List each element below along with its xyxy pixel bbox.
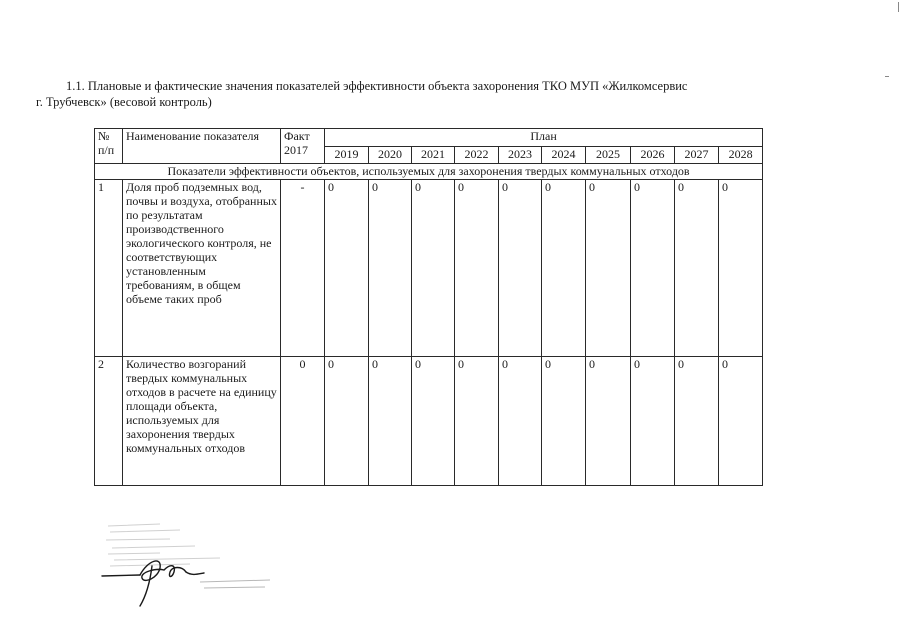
row-value: 0 <box>542 180 586 357</box>
row-value: 0 <box>455 357 499 486</box>
header-year: 2020 <box>369 147 412 164</box>
header-year: 2022 <box>455 147 499 164</box>
row-value: 0 <box>412 357 455 486</box>
header-year: 2026 <box>631 147 675 164</box>
scan-edge-mark <box>885 76 889 77</box>
row-value: 0 <box>369 180 412 357</box>
heading-line-1: 1.1. Плановые и фактические значения показателей эффективности объекта захоронения ТКО МУП «Жилкомсервис <box>66 79 688 93</box>
header-fact: Факт 2017 <box>281 129 325 164</box>
table-header-row <box>95 129 763 147</box>
row-name: Количество возгораний твердых коммунальных отходов в расчете на единицу площади объекта, используемых для захоронения твердых коммунальных отходов <box>123 357 281 486</box>
section-title-row <box>95 164 763 180</box>
signature-area <box>100 520 280 610</box>
row-fact: 0 <box>281 357 325 486</box>
header-num: № п/п <box>95 129 123 164</box>
heading-line-2: г. Трубчевск» (весовой контроль) <box>36 95 212 109</box>
row-value: 0 <box>631 357 675 486</box>
row-fact: - <box>281 180 325 357</box>
header-year: 2028 <box>719 147 763 164</box>
row-value: 0 <box>719 180 763 357</box>
row-value: 0 <box>325 180 369 357</box>
indicators-table <box>94 128 763 486</box>
row-value: 0 <box>631 180 675 357</box>
header-year: 2019 <box>325 147 369 164</box>
header-plan: План <box>325 129 763 147</box>
row-value: 0 <box>369 357 412 486</box>
row-value: 0 <box>412 180 455 357</box>
row-value: 0 <box>455 180 499 357</box>
section-title: Показатели эффективности объектов, используемых для захоронения твердых коммунальных отходов <box>95 164 763 180</box>
document-heading <box>36 78 828 110</box>
row-value: 0 <box>586 180 631 357</box>
row-value: 0 <box>325 357 369 486</box>
row-value: 0 <box>675 180 719 357</box>
table-row <box>95 180 763 357</box>
signature-image <box>100 520 280 610</box>
header-year: 2023 <box>499 147 542 164</box>
scan-edge-mark <box>898 2 899 12</box>
row-num: 1 <box>95 180 123 357</box>
header-name: Наименование показателя <box>123 129 281 164</box>
header-year: 2024 <box>542 147 586 164</box>
header-year: 2027 <box>675 147 719 164</box>
row-value: 0 <box>542 357 586 486</box>
row-name: Доля проб подземных вод, почвы и воздуха, отобранных по результатам производственного экологического контроля, не соответствующих установленным требованиям, в общем объеме таких проб <box>123 180 281 357</box>
row-value: 0 <box>719 357 763 486</box>
header-year: 2021 <box>412 147 455 164</box>
table-row <box>95 357 763 486</box>
row-value: 0 <box>586 357 631 486</box>
row-value: 0 <box>499 357 542 486</box>
header-year: 2025 <box>586 147 631 164</box>
row-value: 0 <box>675 357 719 486</box>
row-num: 2 <box>95 357 123 486</box>
row-value: 0 <box>499 180 542 357</box>
